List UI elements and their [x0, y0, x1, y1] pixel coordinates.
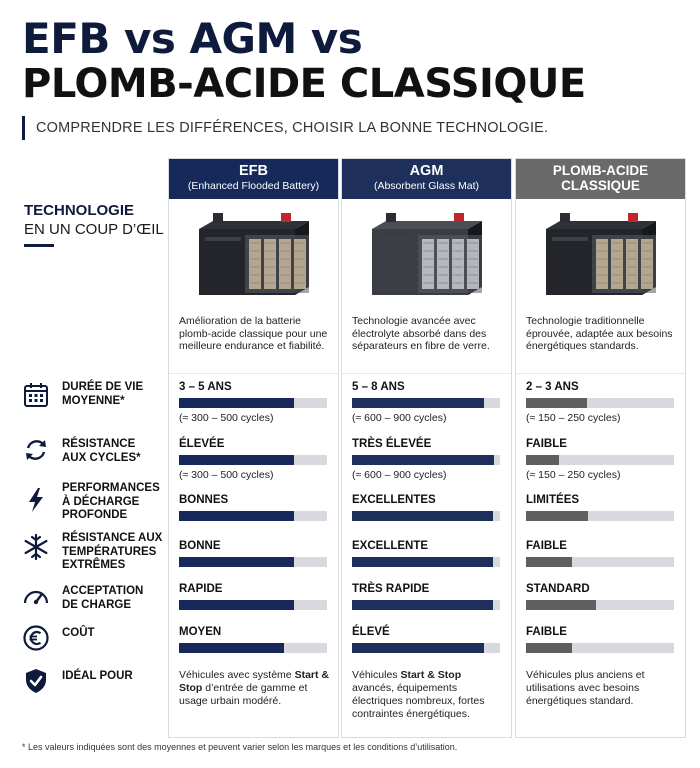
- subtitle-accent-bar: [22, 116, 25, 140]
- euro-icon: [22, 624, 50, 652]
- snowflake-icon: [22, 533, 50, 561]
- metric-value: LIMITÉES: [526, 494, 580, 506]
- level-bar-fill: [352, 600, 493, 610]
- level-bar: [352, 600, 500, 610]
- title-line-1: EFB vs AGM vs: [22, 14, 363, 63]
- cycles-note: (≈ 600 – 900 cycles): [352, 412, 447, 424]
- cycles-note: (≈ 600 – 900 cycles): [352, 469, 447, 481]
- level-bar: [179, 398, 327, 408]
- level-bar: [179, 511, 327, 521]
- metric-value: STANDARD: [526, 583, 590, 595]
- level-bar-fill: [179, 398, 294, 408]
- column-divider: [169, 373, 338, 374]
- technology-label-light: EN UN COUP D’ŒIL: [24, 221, 164, 238]
- column-subname: (Enhanced Flooded Battery): [187, 180, 320, 192]
- page-subtitle: COMPRENDRE LES DIFFÉRENCES, CHOISIR LA BONNE TECHNOLOGIE.: [36, 120, 549, 136]
- level-bar-fill: [352, 455, 494, 465]
- cycles-note: (≈ 150 – 250 cycles): [526, 469, 621, 481]
- cycles-note: (≈ 150 – 250 cycles): [526, 412, 621, 424]
- metric-value: ÉLEVÉ: [352, 626, 390, 638]
- column-divider: [516, 373, 685, 374]
- level-bar-fill: [352, 511, 493, 521]
- cycles-note: (≈ 300 – 500 cycles): [179, 412, 274, 424]
- column-efb: [168, 158, 339, 738]
- level-bar-fill: [179, 600, 294, 610]
- level-bar: [352, 511, 500, 521]
- metric-value: BONNE: [179, 540, 221, 552]
- metric-value: TRÈS RAPIDE: [352, 583, 430, 595]
- level-bar: [179, 557, 327, 567]
- lightning-icon: [22, 486, 50, 514]
- level-bar-fill: [526, 511, 588, 521]
- level-bar: [179, 600, 327, 610]
- metric-value: FAIBLE: [526, 626, 567, 638]
- row-label: RÉSISTANCE AUX CYCLES*: [62, 438, 141, 464]
- level-bar: [179, 455, 327, 465]
- metric-value: 5 – 8 ANS: [352, 381, 405, 393]
- ideal-for-text: Véhicules Start & Stop avancés, équipements électriques nombreux, fortes contraintes énergétiques.: [352, 669, 485, 720]
- column-agm: [341, 158, 512, 738]
- row-label: ACCEPTATION DE CHARGE: [62, 585, 144, 611]
- cycles-note: (≈ 300 – 500 cycles): [179, 469, 274, 481]
- row-label: PERFORMANCES À DÉCHARGE PROFONDE: [62, 482, 160, 521]
- level-bar-fill: [179, 455, 294, 465]
- level-bar: [526, 511, 674, 521]
- technology-label: [24, 201, 164, 239]
- battery-illustration: [191, 207, 317, 307]
- metric-value: ÉLEVÉE: [179, 438, 225, 450]
- metric-value: FAIBLE: [526, 540, 567, 552]
- row-label: RÉSISTANCE AUX TEMPÉRATURES EXTRÊMES: [62, 532, 163, 571]
- level-bar-fill: [526, 455, 559, 465]
- level-bar-fill: [179, 557, 294, 567]
- level-bar: [526, 643, 674, 653]
- metric-value: TRÈS ÉLEVÉE: [352, 438, 432, 450]
- column-name: PLOMB-ACIDE CLASSIQUE: [552, 163, 649, 193]
- column-description: Technologie avancée avec électrolyte absorbé dans des séparateurs en fibre de verre.: [352, 315, 490, 352]
- level-bar-fill: [352, 557, 493, 567]
- level-bar-fill: [352, 643, 484, 653]
- level-bar: [352, 643, 500, 653]
- metric-value: FAIBLE: [526, 438, 567, 450]
- column-header: [342, 159, 511, 199]
- metric-value: 2 – 3 ANS: [526, 381, 579, 393]
- column-classic: [515, 158, 686, 738]
- level-bar: [526, 398, 674, 408]
- metric-value: MOYEN: [179, 626, 222, 638]
- row-label: IDÉAL POUR: [62, 670, 133, 682]
- level-bar: [526, 557, 674, 567]
- row-label: COÛT: [62, 627, 95, 639]
- cycle-arrows-icon: [22, 436, 50, 464]
- footnote: * Les valeurs indiquées sont des moyennes et peuvent varier selon les marques et les conditions d’utilisation.: [22, 742, 458, 752]
- metric-value: BONNES: [179, 494, 229, 506]
- battery-illustration: [364, 207, 490, 307]
- shield-check-icon: [22, 667, 50, 695]
- technology-label-strong: TECHNOLOGIE: [24, 202, 135, 219]
- metric-value: EXCELLENTE: [352, 540, 429, 552]
- column-header: [516, 159, 685, 199]
- metric-value: 3 – 5 ANS: [179, 381, 232, 393]
- metric-value: RAPIDE: [179, 583, 223, 595]
- level-bar: [526, 455, 674, 465]
- technology-underline: [24, 244, 54, 247]
- level-bar-fill: [526, 600, 596, 610]
- level-bar: [352, 455, 500, 465]
- level-bar-fill: [179, 511, 294, 521]
- column-name: AGM: [409, 163, 444, 179]
- level-bar-fill: [179, 643, 284, 653]
- metric-value: EXCELLENTES: [352, 494, 436, 506]
- column-name: EFB: [239, 163, 268, 179]
- level-bar: [352, 398, 500, 408]
- ideal-for-text: Véhicules avec système Start & Stop d’entrée de gamme et usage urbain modéré.: [179, 669, 329, 707]
- gauge-icon: [22, 583, 50, 611]
- level-bar-fill: [526, 643, 572, 653]
- page-title: [22, 14, 586, 107]
- ideal-for-text: Véhicules plus anciens et utilisations avec besoins énergétiques standard.: [526, 669, 645, 707]
- level-bar: [352, 557, 500, 567]
- column-subname: (Absorbent Glass Mat): [373, 180, 480, 192]
- column-description: Amélioration de la batterie plomb-acide classique pour une meilleure endurance et fiabilité.: [179, 315, 328, 352]
- title-line-2: PLOMB-ACIDE CLASSIQUE: [22, 61, 586, 107]
- row-label: DURÉE DE VIE MOYENNE*: [62, 381, 144, 407]
- level-bar: [179, 643, 327, 653]
- level-bar-fill: [526, 557, 572, 567]
- calendar-icon: [22, 381, 50, 409]
- level-bar-fill: [352, 398, 484, 408]
- level-bar-fill: [526, 398, 587, 408]
- battery-illustration: [538, 207, 664, 307]
- column-header: [169, 159, 338, 199]
- level-bar: [526, 600, 674, 610]
- column-divider: [342, 373, 511, 374]
- column-description: Technologie traditionnelle éprouvée, adaptée aux besoins énergétiques standards.: [526, 315, 673, 352]
